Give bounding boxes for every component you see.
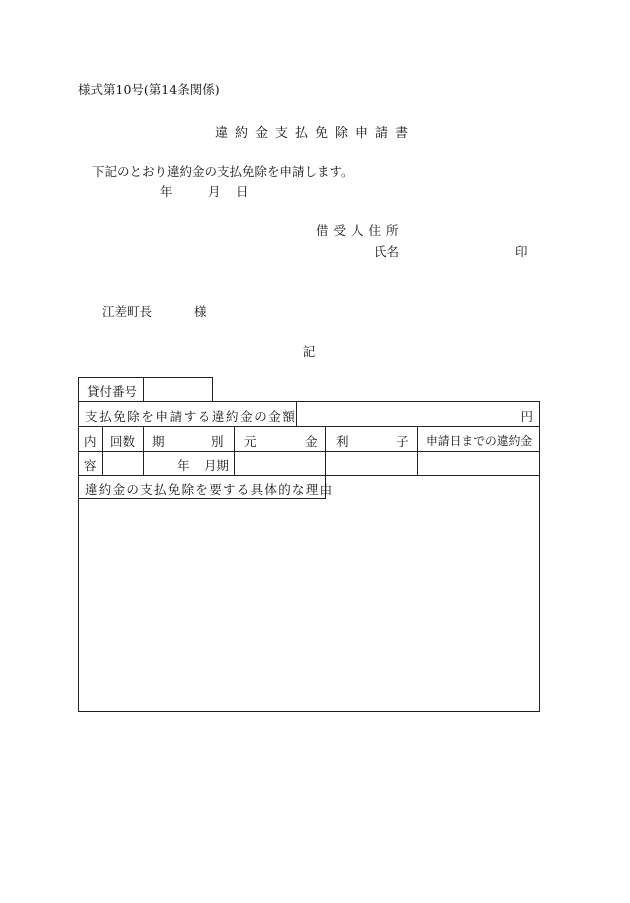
document-title: 違約金支払免除申請書 <box>214 126 415 141</box>
addressee-name: 江差町長 <box>102 304 153 319</box>
principal-header-char-2: 金 <box>305 434 318 449</box>
amount-label-cell <box>78 401 297 427</box>
count-header: 回数 <box>110 434 136 449</box>
penalty-header: 申請日までの違約金 <box>426 434 533 448</box>
count-field[interactable] <box>102 451 144 476</box>
content-label-2: 容 <box>84 458 97 473</box>
date-day-label: 日 <box>236 184 249 199</box>
interest-field[interactable] <box>325 451 418 476</box>
principal-header-cell <box>234 426 326 452</box>
date-line <box>160 182 249 200</box>
amount-label: 支払免除を申請する違約金の金額 <box>85 409 297 424</box>
reason-field[interactable] <box>78 475 540 712</box>
interest-header-cell <box>325 426 418 452</box>
principal-header-char-1: 元 <box>244 434 257 449</box>
principal-field[interactable] <box>234 451 326 476</box>
loan-number-label: 貸付番号 <box>87 384 138 399</box>
period-field[interactable] <box>143 451 235 476</box>
form-number: 様式第10号(第14条関係) <box>78 82 220 97</box>
applicant-address-label: 借受人住所 <box>316 223 404 238</box>
seal-label: 印 <box>515 244 528 259</box>
count-header-cell <box>102 426 144 452</box>
reason-label: 違約金の支払免除を要する具体的な理由 <box>85 482 334 497</box>
period-year-label: 年 <box>177 458 190 473</box>
period-header-char-2: 別 <box>211 434 224 449</box>
ki-heading: 記 <box>302 344 316 359</box>
period-header-char-1: 期 <box>152 434 165 449</box>
yen-label: 円 <box>520 409 533 424</box>
loan-number-field[interactable] <box>143 377 213 402</box>
application-statement: 下記のとおり違約金の支払免除を申請します。 <box>92 164 354 179</box>
loan-number-label-cell <box>78 377 144 402</box>
content-label-cell-2 <box>78 451 103 476</box>
penalty-field[interactable] <box>417 451 540 476</box>
period-month-label: 月期 <box>204 458 230 473</box>
reason-label-cell <box>78 475 334 499</box>
addressee-honorific: 様 <box>194 304 207 319</box>
date-year-label: 年 <box>160 184 173 199</box>
interest-header-char-1: 利 <box>336 434 349 449</box>
period-header-cell <box>143 426 235 452</box>
penalty-header-cell <box>417 426 540 452</box>
applicant-name-label: 氏名 <box>374 244 400 259</box>
interest-header-char-2: 子 <box>396 434 409 449</box>
date-month-label: 月 <box>208 184 221 199</box>
amount-field[interactable] <box>296 401 540 427</box>
content-label-cell-1 <box>78 426 103 452</box>
content-label-1: 内 <box>84 434 97 449</box>
